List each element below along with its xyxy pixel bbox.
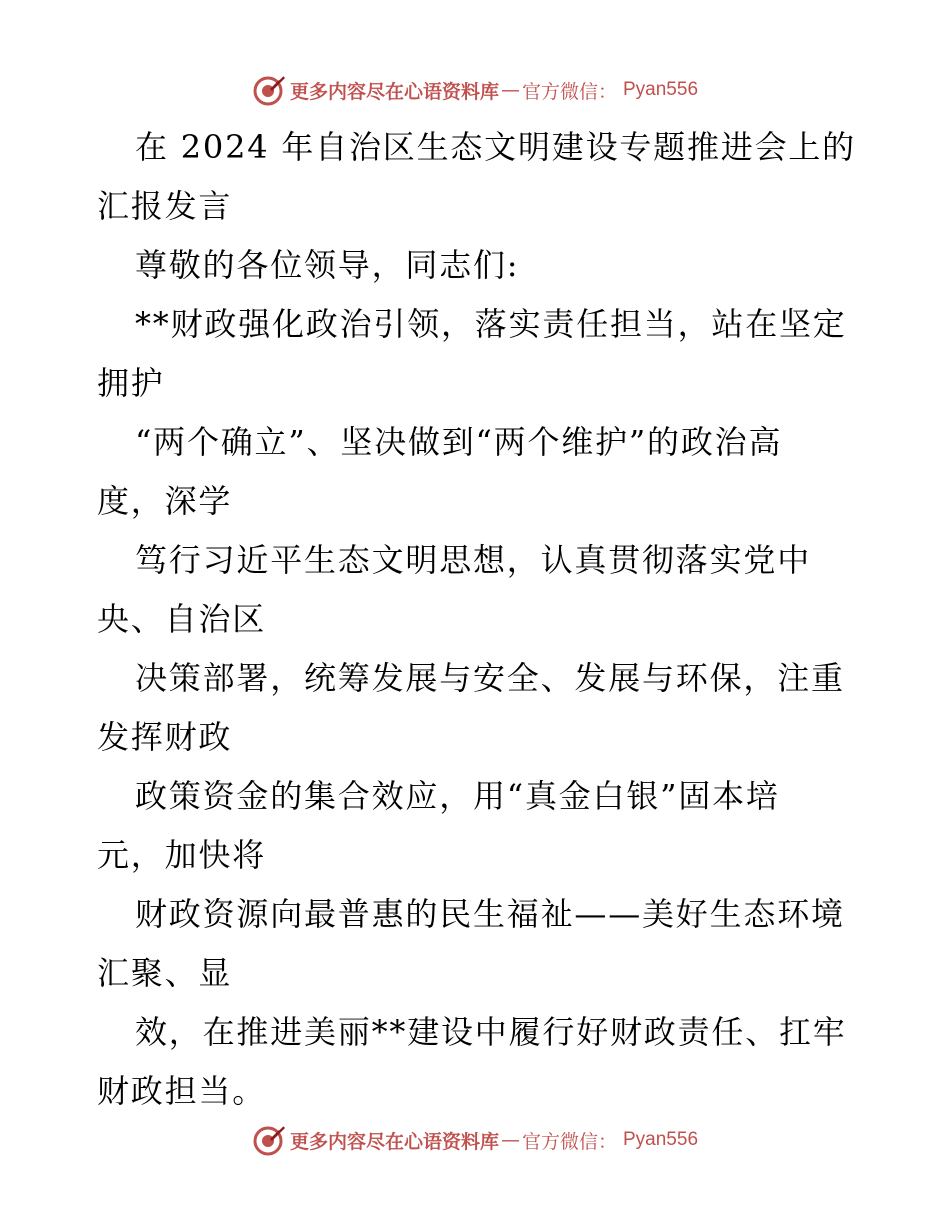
watermark-site: 更多内容尽在心语资料库 bbox=[289, 80, 499, 103]
document-title-line-2: 汇报发言 bbox=[97, 187, 233, 225]
watermark-label: 官方微信： bbox=[521, 1130, 617, 1153]
paragraph-line: 财政担当。 bbox=[97, 1072, 267, 1110]
paragraph-line: “两个确立”、坚决做到“两个维护”的政治高 bbox=[135, 423, 783, 461]
paragraph-line: 汇聚、显 bbox=[97, 954, 233, 992]
watermark-site: 更多内容尽在心语资料库 bbox=[289, 1130, 499, 1153]
quill-seal-icon bbox=[252, 73, 286, 107]
paragraph-line: 度，深学 bbox=[97, 482, 233, 520]
paragraph-line: 效，在推进美丽**建设中履行好财政责任、扛牢 bbox=[135, 1013, 847, 1051]
document-title-line-1: 在 2024 年自治区生态文明建设专题推进会上的 bbox=[135, 128, 856, 166]
watermark-dash: — bbox=[500, 1129, 520, 1151]
watermark-wechat-id: Pyan556 bbox=[623, 1129, 699, 1150]
document-body bbox=[97, 118, 857, 1121]
footer-watermark bbox=[0, 1120, 950, 1160]
watermark-dash: — bbox=[500, 79, 520, 101]
watermark-label: 官方微信： bbox=[521, 80, 617, 103]
quill-seal-icon bbox=[252, 1123, 286, 1157]
paragraph-line: 元，加快将 bbox=[97, 836, 267, 874]
paragraph-line: 央、自治区 bbox=[97, 600, 267, 638]
salutation: 尊敬的各位领导，同志们: bbox=[135, 246, 520, 284]
watermark-wechat-id: Pyan556 bbox=[623, 79, 699, 100]
paragraph-line: **财政强化政治引领，落实责任担当，站在坚定 bbox=[135, 305, 847, 343]
paragraph-line: 拥护 bbox=[97, 364, 165, 402]
paragraph-line: 决策部署，统筹发展与安全、发展与环保，注重 bbox=[135, 659, 845, 697]
header-watermark bbox=[0, 70, 950, 110]
paragraph-line: 财政资源向最普惠的民生福祉——美好生态环境 bbox=[135, 895, 845, 933]
paragraph-line: 政策资金的集合效应，用“真金白银”固本培 bbox=[135, 777, 780, 815]
paragraph-line: 发挥财政 bbox=[97, 718, 233, 756]
paragraph-line: 笃行习近平生态文明思想，认真贯彻落实党中 bbox=[135, 541, 812, 579]
